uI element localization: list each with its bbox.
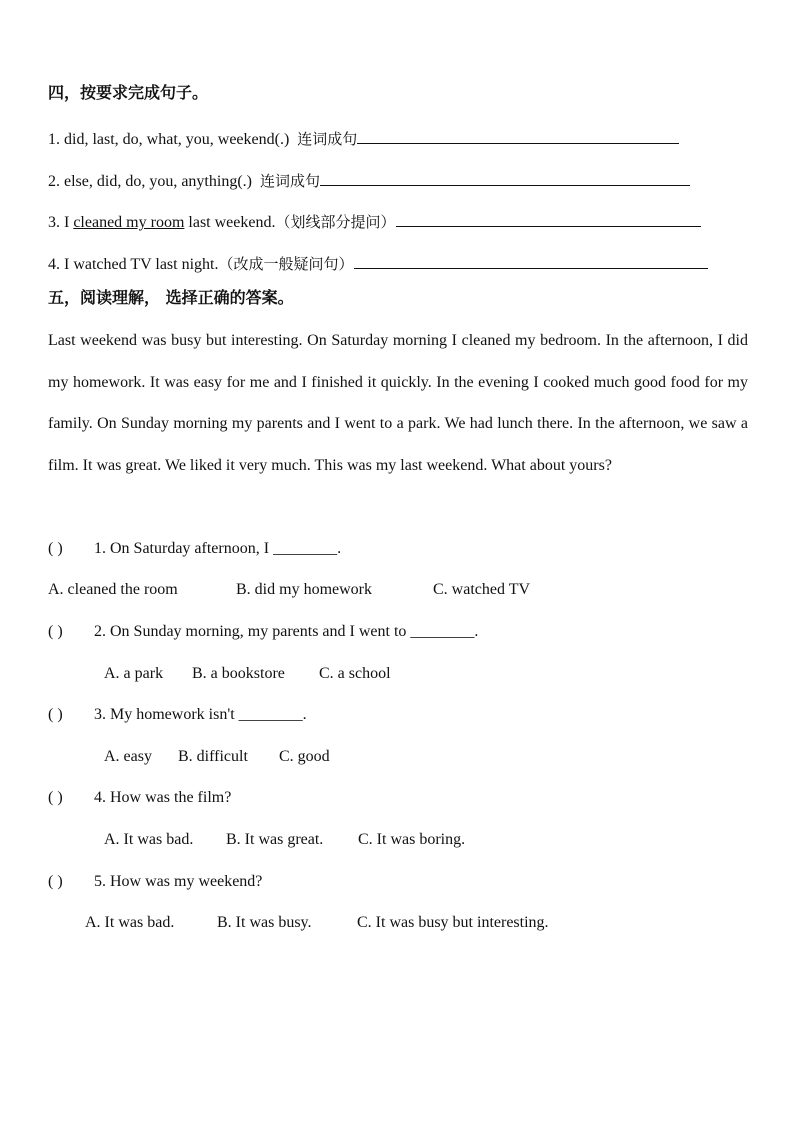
question-3 [48, 704, 307, 726]
task-1-text: 1. did, last, do, what, you, weekend(.) [48, 131, 290, 148]
question-4-options [104, 829, 465, 851]
task-1-instruction: 连词成句 [297, 130, 358, 148]
section-5-heading: 五，阅读理解， 选择正确的答案。 [48, 288, 294, 307]
question-stem: 2. On Sunday morning, my parents and I went to ________. [94, 623, 479, 640]
question-stem: 5. How was my weekend? [94, 873, 263, 890]
option-c[interactable]: C. a school [319, 665, 391, 682]
task-4-instruction: （改成一般疑问句） [218, 255, 354, 273]
answer-parentheses[interactable]: ( ) [48, 540, 63, 557]
task-3-suffix: last weekend. [184, 214, 276, 231]
section-4-heading: 四，按要求完成句子。 [48, 83, 209, 102]
task-2-answer-blank[interactable] [320, 169, 690, 186]
question-stem: 3. My homework isn't ________. [94, 706, 307, 723]
task-3-instruction: （划线部分提问） [275, 213, 396, 231]
option-b[interactable]: B. a bookstore [192, 665, 285, 682]
task-1 [48, 127, 679, 151]
reading-passage: Last weekend was busy but interesting. On Saturday morning I cleaned my bedroom. In the afternoon, I did my homework. It was easy for me and I finished it quickly. In the evening I cooked much good food for my family. On Sunday morning my parents and I went to a park. We had lunch there. In the afternoon, we saw a film. It was great. We liked it very much. This was my last weekend. What about yours? [48, 332, 748, 474]
task-4 [48, 252, 708, 276]
question-2 [48, 621, 478, 643]
option-c[interactable]: C. It was boring. [358, 831, 466, 848]
option-c[interactable]: C. good [279, 748, 330, 765]
question-5 [48, 871, 262, 893]
question-stem: 4. How was the film? [94, 789, 232, 806]
question-1 [48, 538, 341, 560]
option-a[interactable]: A. It was bad. [104, 831, 194, 848]
option-b[interactable]: B. did my homework [236, 581, 372, 598]
option-a[interactable]: A. a park [104, 665, 164, 682]
answer-parentheses[interactable]: ( ) [48, 706, 63, 723]
answer-parentheses[interactable]: ( ) [48, 623, 63, 640]
task-4-text: 4. I watched TV last night. [48, 256, 219, 273]
answer-parentheses[interactable]: ( ) [48, 873, 63, 890]
task-3 [48, 210, 701, 234]
task-2-instruction: 连词成句 [259, 172, 320, 190]
task-1-answer-blank[interactable] [357, 127, 679, 144]
question-2-options [104, 663, 391, 685]
task-3-answer-blank[interactable] [396, 210, 701, 227]
answer-parentheses[interactable]: ( ) [48, 789, 63, 806]
option-c[interactable]: C. It was busy but interesting. [357, 914, 549, 931]
question-4 [48, 787, 231, 809]
option-b[interactable]: B. difficult [178, 748, 248, 765]
task-3-underlined: cleaned my room [73, 214, 185, 231]
option-a[interactable]: A. It was bad. [85, 914, 175, 931]
task-4-answer-blank[interactable] [354, 252, 708, 269]
option-a[interactable]: A. cleaned the room [48, 581, 178, 598]
option-b[interactable]: B. It was busy. [217, 914, 312, 931]
option-c[interactable]: C. watched TV [433, 581, 531, 598]
question-5-options [85, 912, 549, 934]
task-2 [48, 169, 690, 193]
question-3-options [104, 746, 330, 768]
option-b[interactable]: B. It was great. [226, 831, 324, 848]
option-a[interactable]: A. easy [104, 748, 152, 765]
task-2-text: 2. else, did, do, you, anything(.) [48, 173, 252, 190]
question-1-options [48, 579, 530, 601]
question-stem: 1. On Saturday afternoon, I ________. [94, 540, 342, 557]
task-3-prefix: 3. I [48, 214, 74, 231]
